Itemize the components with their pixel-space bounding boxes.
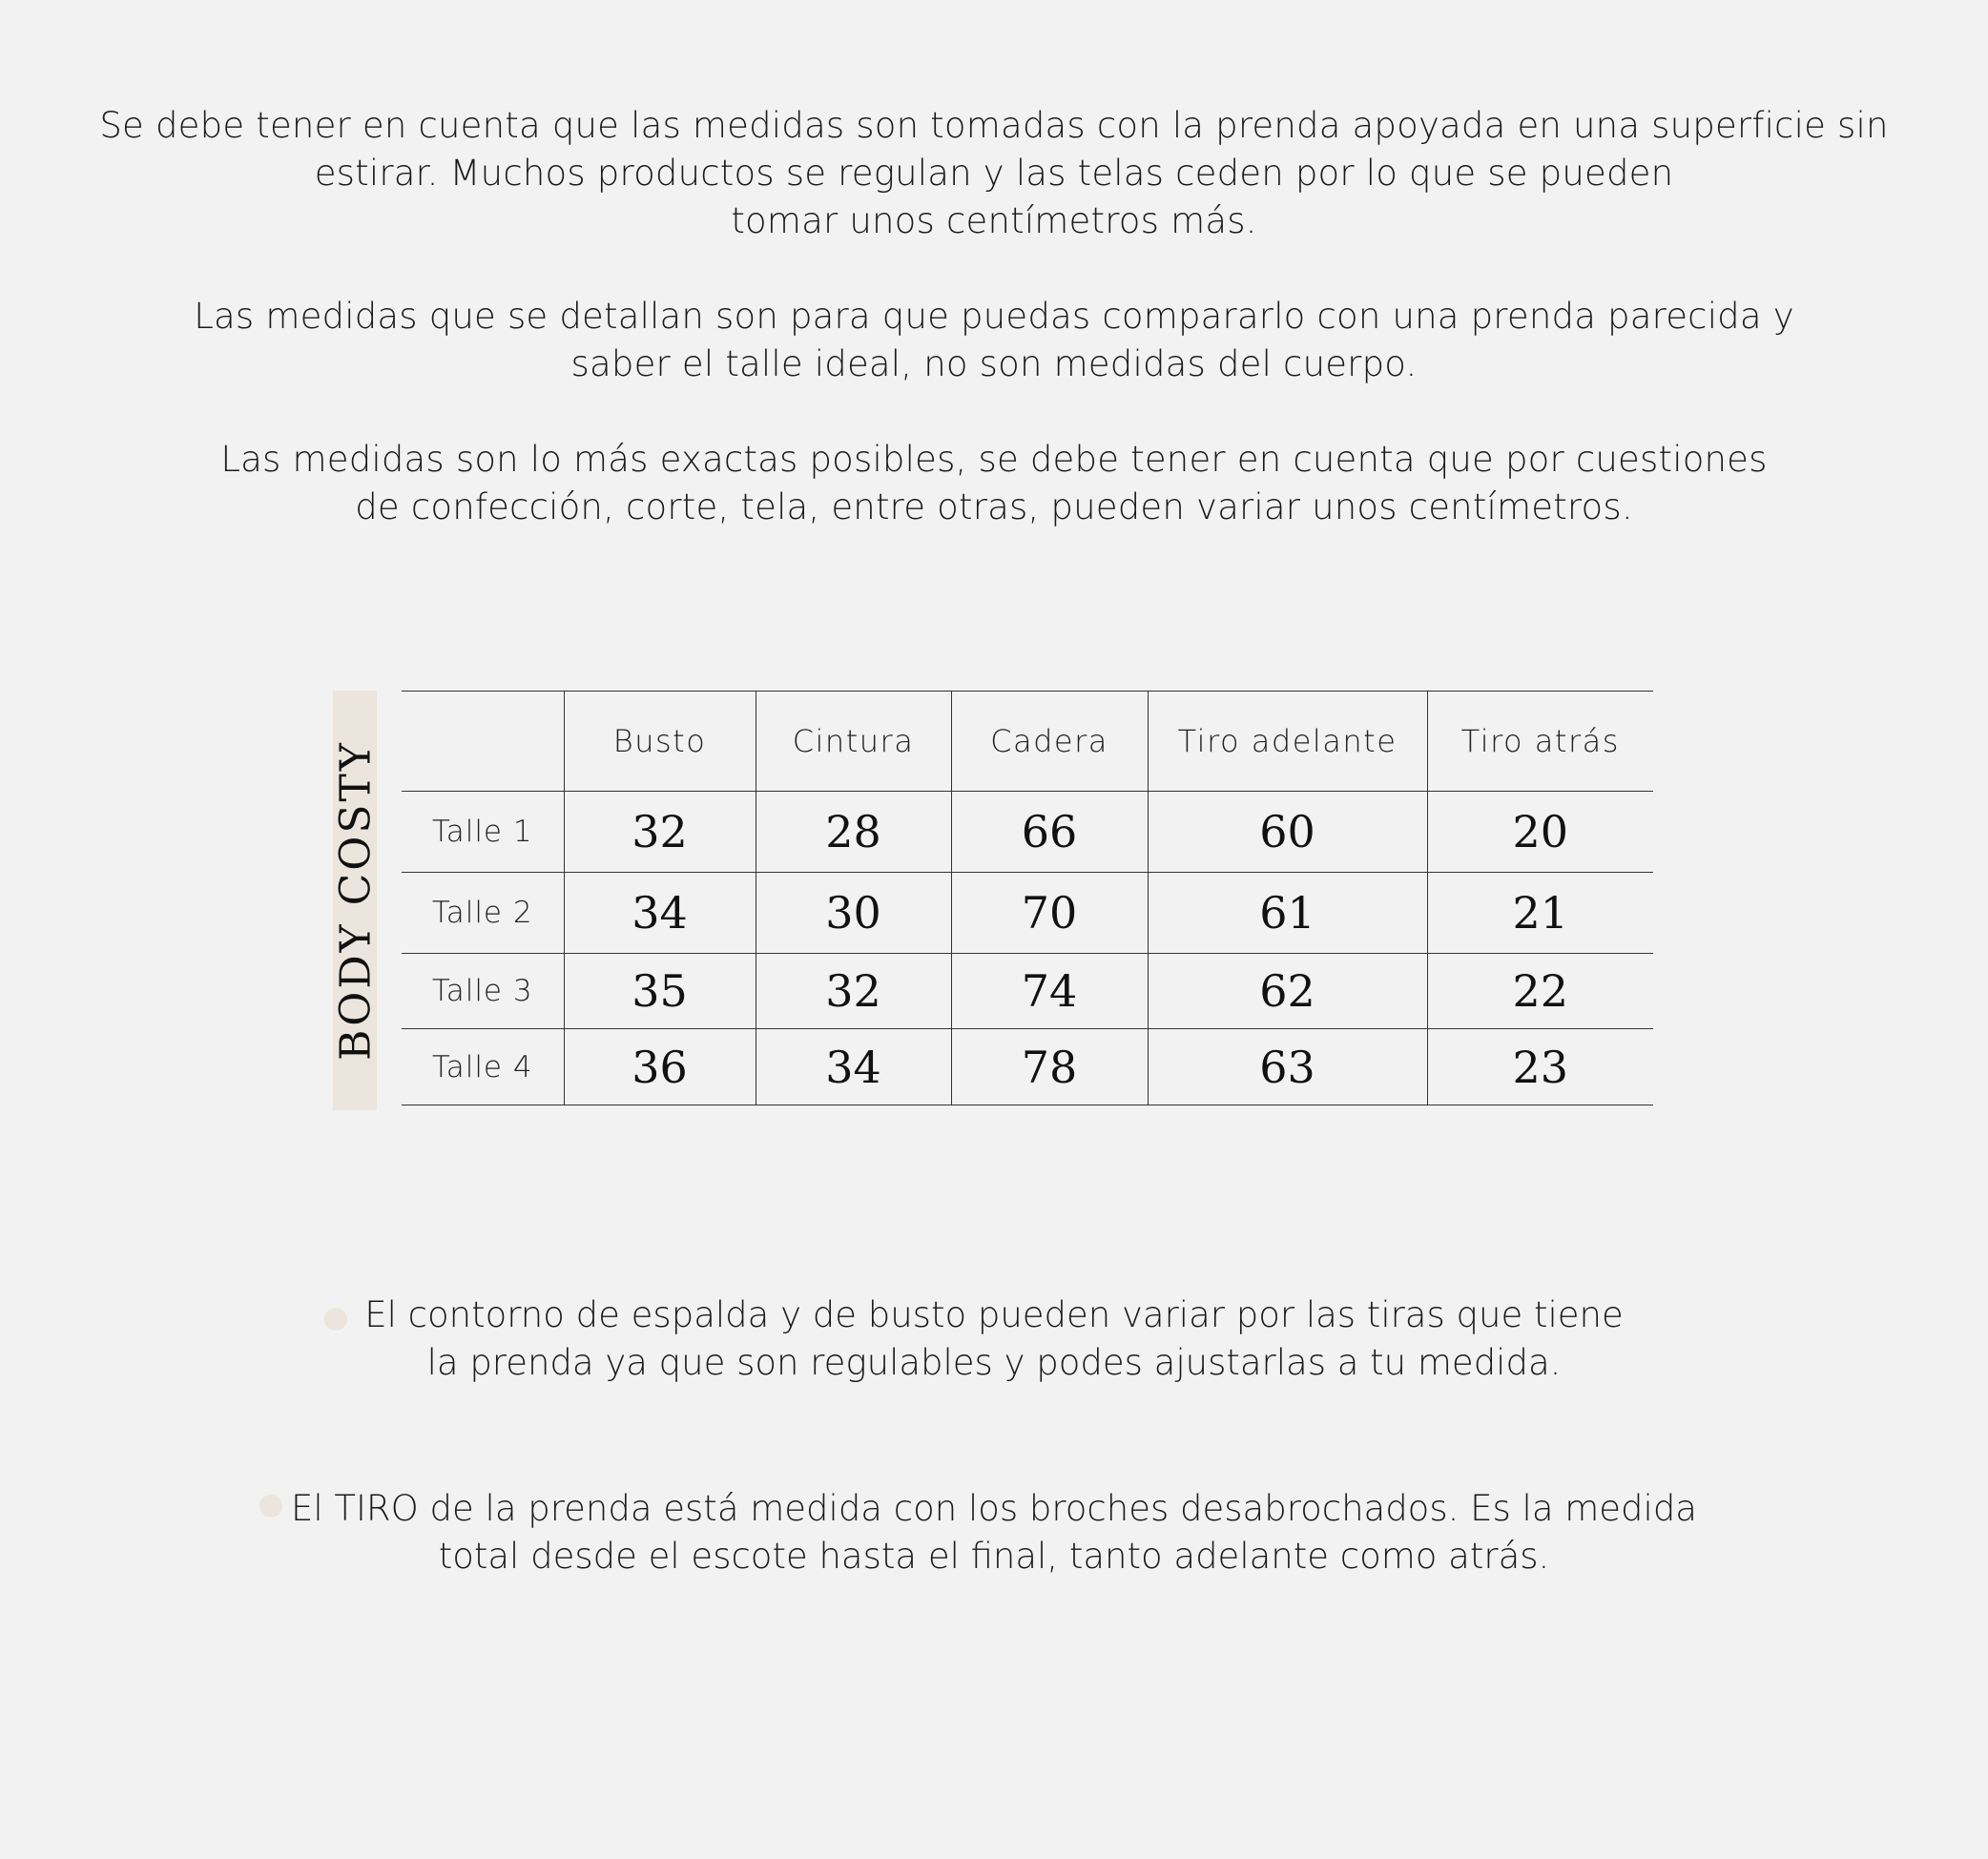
table-row [402, 954, 1653, 1029]
intro-paragraph-1 [0, 102, 1988, 245]
table-cell: 62 [1148, 954, 1427, 1029]
intro-paragraph-2-line-1: Las medidas que se detallan son para que puedas compararlo con una prenda parecida y [194, 296, 1794, 337]
table-cell: 70 [951, 873, 1148, 954]
table-row [402, 792, 1653, 873]
table-cell: 21 [1427, 873, 1653, 954]
table-cell: 32 [756, 954, 951, 1029]
column-header: Tiro adelante [1148, 692, 1427, 792]
column-header: Tiro atrás [1427, 692, 1653, 792]
intro-paragraph-3 [0, 436, 1988, 531]
table-cell: 20 [1427, 792, 1653, 873]
table-cell: 63 [1148, 1029, 1427, 1105]
table-cell: 78 [951, 1029, 1148, 1105]
table-cell: 36 [564, 1029, 756, 1105]
table-cell: 60 [1148, 792, 1427, 873]
row-header: Talle 3 [431, 974, 533, 1008]
size-table [402, 691, 1653, 1105]
table-cell: 32 [564, 792, 756, 873]
table-cell: 66 [951, 792, 1148, 873]
table-cell: 34 [756, 1029, 951, 1105]
note-2-line-1: El TIRO de la prenda está medida con los broches desabrochados. Es la medida [291, 1488, 1697, 1529]
table-row [402, 1029, 1653, 1105]
column-header: Cadera [951, 692, 1148, 792]
intro-paragraph-1-line-3: tomar unos centímetros más. [731, 200, 1257, 241]
table-corner-cell [402, 692, 564, 792]
row-header: Talle 2 [431, 896, 533, 930]
column-header: Cintura [756, 692, 951, 792]
table-cell: 28 [756, 792, 951, 873]
note-1-line-2: la prenda ya que son regulables y podes ajustarlas a tu medida. [426, 1342, 1562, 1383]
table-row [402, 873, 1653, 954]
intro-paragraph-3-line-2: de confección, corte, tela, entre otras, pueden variar unos centímetros. [355, 486, 1633, 527]
table-cell: 22 [1427, 954, 1653, 1029]
row-header: Talle 1 [431, 815, 533, 849]
note-1-line-1: El contorno de espalda y de busto pueden variar por las tiras que tiene [364, 1294, 1624, 1335]
table-cell: 34 [564, 873, 756, 954]
table-cell: 30 [756, 873, 951, 954]
intro-paragraph-1-line-1: Se debe tener en cuenta que las medidas son tomadas con la prenda apoyada en una superficie sin [99, 105, 1889, 146]
product-label: BODY COSTY [331, 740, 381, 1061]
table-header-row [402, 692, 1653, 792]
column-header: Busto [564, 692, 756, 792]
note-1 [0, 1291, 1988, 1387]
table-cell: 23 [1427, 1029, 1653, 1105]
intro-paragraph-1-line-2: estirar. Muchos productos se regulan y las telas ceden por lo que se pueden [314, 153, 1674, 194]
row-header: Talle 4 [431, 1049, 533, 1084]
note-2 [0, 1485, 1988, 1580]
table-cell: 61 [1148, 873, 1427, 954]
table-cell: 74 [951, 954, 1148, 1029]
intro-paragraph-3-line-1: Las medidas son lo más exactas posibles, se debe tener en cuenta que por cuestiones [220, 439, 1768, 480]
note-2-line-2: total desde el escote hasta el final, tanto adelante como atrás. [438, 1536, 1550, 1577]
table-cell: 35 [564, 954, 756, 1029]
intro-paragraph-2-line-2: saber el talle ideal, no son medidas del cuerpo. [570, 343, 1418, 384]
intro-paragraph-2 [0, 293, 1988, 388]
